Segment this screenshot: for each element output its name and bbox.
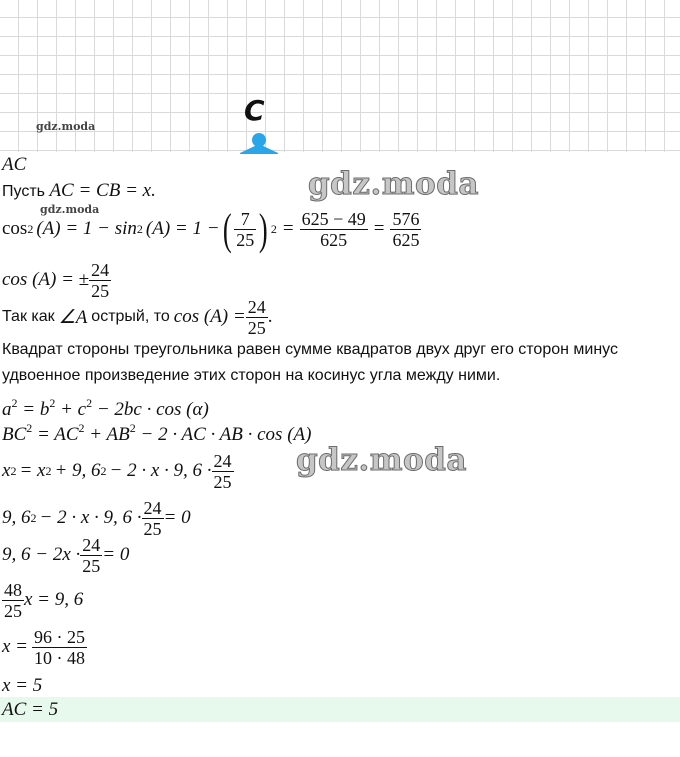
cos-label: cos <box>2 218 28 239</box>
since-prefix: Так как <box>2 308 55 325</box>
exp: 2 <box>27 221 34 236</box>
watermark-small-2: gdz.moda <box>40 203 100 216</box>
watermark-big-2: gdz.moda <box>296 442 467 478</box>
fraction: $\frac{24}{25}$ <box>213 450 232 492</box>
equals: = <box>282 218 294 239</box>
equation-5: x = $\frac{96 \cdot 25}{10 \cdot 48}$ <box>2 626 86 668</box>
exp: 2 <box>136 221 143 236</box>
cos-squared-line <box>2 204 421 254</box>
fraction: $\frac{24}{25}$ <box>247 296 266 338</box>
theorem-line-1: Квадрат стороны треугольника равен сумме квадратов двух друг его сторон минус <box>2 341 618 358</box>
watermark-big-1: gdz.moda <box>308 166 479 202</box>
fraction: $\frac{576}{625}$ <box>392 208 420 250</box>
answer: AC = 5 <box>2 699 59 720</box>
hanger-icon <box>238 130 282 154</box>
graph-paper-header <box>0 0 680 152</box>
equation-1: x 2 = x 2 + 9, 6 2 − 2 · x · 9, 6 · $\frac{24}{25}$ <box>2 450 232 492</box>
equals: = <box>373 218 385 239</box>
cos-sq-mid2: (A) = 1 − <box>145 218 220 239</box>
equation-4: $\frac{48}{25}$ x = 9, 6 <box>4 579 84 621</box>
fraction: $\frac{7}{25}$ <box>236 208 255 250</box>
since-line <box>2 296 272 338</box>
fraction: $\frac{625 - 49}{625}$ <box>301 208 366 250</box>
cos-a-lhs: cos (A) = ± <box>2 269 90 290</box>
equation-2: 9, 6 2 − 2 · x · 9, 6 · $\frac{24}{25}$ = 0 <box>2 497 191 539</box>
solution-title: AC <box>2 154 27 175</box>
paren-open: ( <box>222 204 232 254</box>
bc-equation: $BC^2 = AC^2 + AB^2 - 2$ · AC · AB · cos (A) <box>2 421 312 445</box>
paren-close: ) <box>259 204 268 254</box>
fraction: $\frac{24}{25}$ <box>143 497 162 539</box>
since-mid: острый, то <box>91 308 170 325</box>
since-cos: cos (A) = <box>173 306 246 327</box>
fraction: $\frac{24}{25}$ <box>91 259 110 301</box>
fraction: $\frac{48}{25}$ <box>4 579 22 621</box>
let-line <box>2 180 156 202</box>
equation-6: x = 5 <box>2 675 43 696</box>
let-word: Пусть <box>2 183 45 200</box>
theorem-line-2: удвоенное произведение этих сторон на косинус угла между ними. <box>2 367 501 384</box>
theorem-text <box>2 337 618 389</box>
answer-highlight <box>0 697 680 722</box>
fraction: $\frac{24}{25}$ <box>82 534 101 576</box>
variant-letter: C <box>244 94 265 127</box>
watermark-small: gdz.moda <box>36 120 96 133</box>
let-expr: AC = CB = x. <box>49 180 156 201</box>
exp: 2 <box>270 221 277 236</box>
since-angle: ∠A <box>58 306 88 328</box>
since-dot: . <box>267 306 273 327</box>
law-of-cosines: $a^2 = b^2 + c^2 - 2bc \cdot \cos (\alpha)$ <box>2 396 209 420</box>
cos-sq-mid1: (A) = 1 − sin <box>36 218 137 239</box>
fraction: $\frac{96 \cdot 25}{10 \cdot 48}$ <box>34 626 86 668</box>
equation-3: 9, 6 − 2x · $\frac{24}{25}$ = 0 <box>2 534 130 576</box>
